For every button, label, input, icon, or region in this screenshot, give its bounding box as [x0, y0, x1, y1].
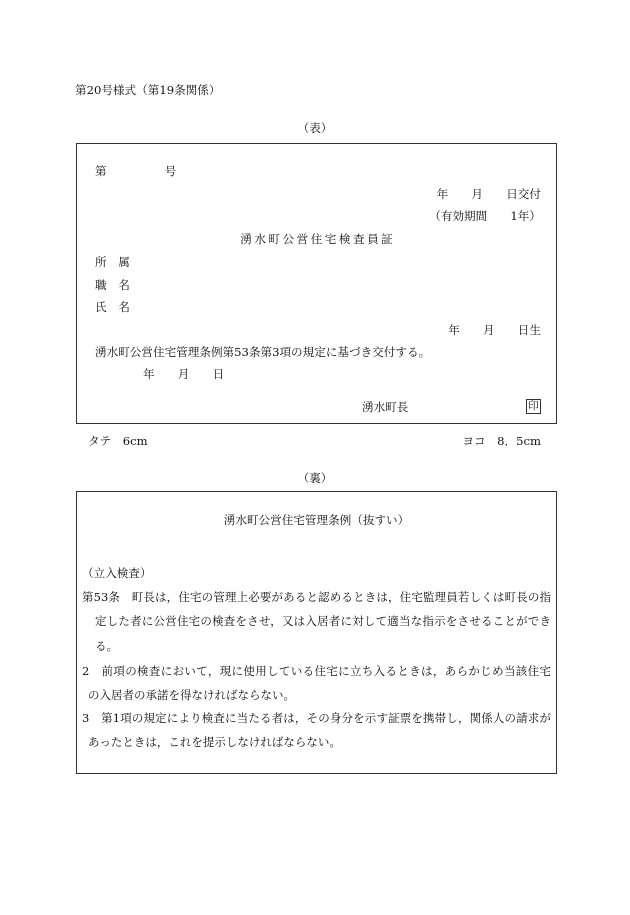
card-size-horizontal-note: ヨコ 8．5cm [462, 434, 541, 448]
certificate-title: 湧水町公営住宅検査員証 [240, 232, 396, 246]
legal-basis-sentence: 湧水町公営住宅管理条例第53条第3項の規定に基づき交付する。 [95, 345, 431, 359]
form-number-label: 第20号様式（第19条関係） [75, 83, 221, 97]
article-53-line: 第53条 町長は，住宅の管理上必要があると認めるときは，住宅監理員若しくは町長の指 [82, 590, 551, 604]
card-size-vertical-note: タテ 6cm [88, 434, 148, 448]
affiliation-field-label: 所 属 [95, 255, 130, 269]
job-title-field-label: 職 名 [95, 278, 130, 292]
certificate-front-card [76, 143, 557, 424]
article-53-line: る。 [95, 639, 118, 653]
certificate-back-card [76, 491, 557, 774]
issuer-mayor: 湧水町長 [362, 400, 409, 414]
name-field-label: 氏 名 [95, 300, 130, 314]
birth-date-line: 年 月 日生 [448, 323, 541, 337]
paragraph-2-line: の入居者の承諾を得なければならない。 [88, 688, 295, 702]
paragraph-3-line: あったときは，これを提示しなければならない。 [88, 735, 341, 749]
certificate-number-line: 第 号 [95, 164, 177, 178]
ordinance-excerpt-title: 湧水町公営住宅管理条例（抜すい） [223, 513, 410, 527]
seal-box: 印 [526, 399, 541, 414]
back-side-label: （裏） [297, 471, 333, 485]
article-53-line: 定した者に公営住宅の検査をさせ，又は入居者に対して適当な指示をさせることができ [95, 614, 551, 628]
paragraph-2-line: 2 前項の検査において，現に使用している住宅に立ち入るときは，あらかじめ当該住宅 [82, 664, 551, 678]
paragraph-3-line: 3 第1項の規定により検査に当たる者は，その身分を示す証票を携帯し，関係人の請求が [82, 711, 551, 725]
front-side-label: （表） [297, 121, 333, 135]
issuance-date-line: 年 月 日 [143, 367, 225, 381]
issue-date-line: 年 月 日交付 [436, 187, 541, 201]
section-heading: （立入検査） [82, 566, 152, 580]
validity-period: （有効期間 1年） [429, 209, 541, 223]
